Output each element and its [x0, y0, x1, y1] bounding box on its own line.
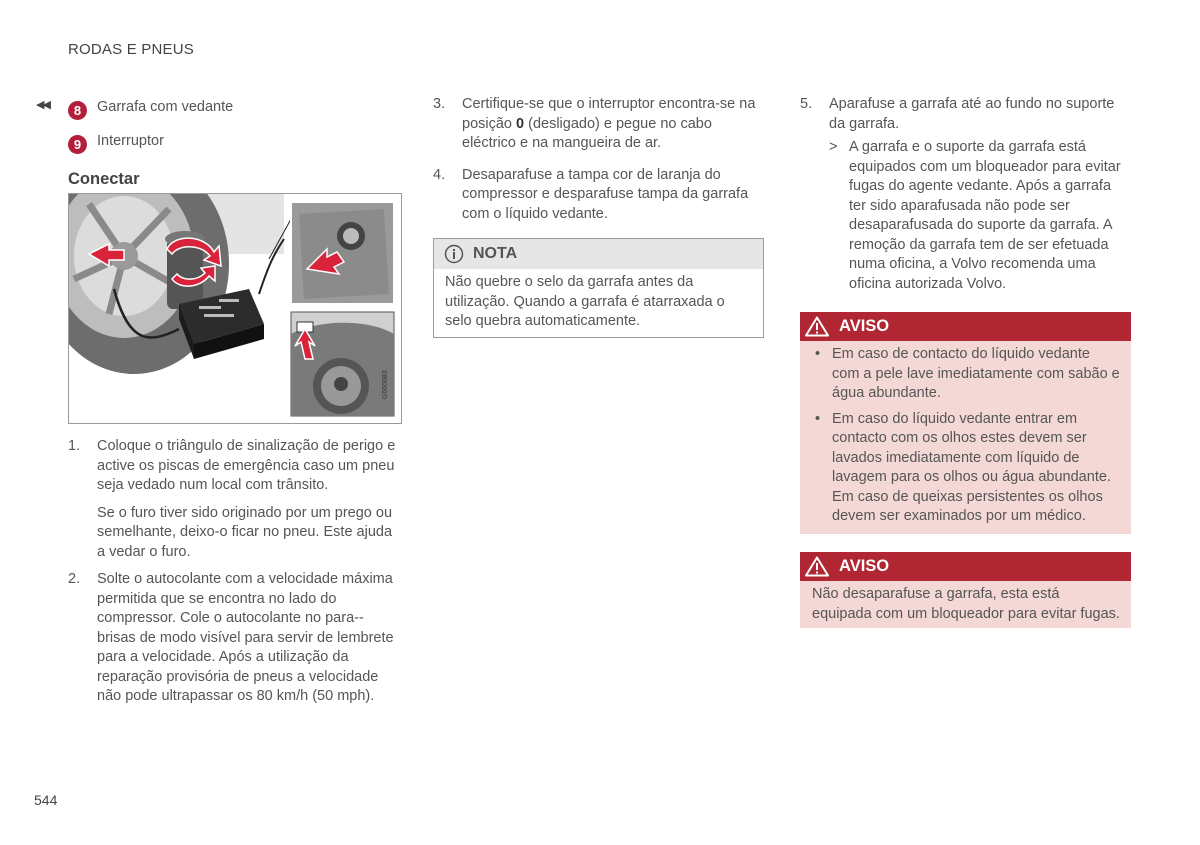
- step-number: 4.: [433, 166, 446, 183]
- warning-box-1: [800, 312, 1131, 534]
- step-text-a: Certifique-se que o interruptor encontra-se na posição: [462, 96, 756, 132]
- figure-code: G060683: [382, 370, 389, 399]
- warning-title: AVISO: [839, 316, 890, 335]
- legend-label: Interruptor: [97, 132, 164, 149]
- step-note: Se o furo tiver sido originado por um prego ou semelhante, deixo-o ficar no pneu. Este ajuda a vedar o furo.: [97, 504, 393, 560]
- warning-header: [800, 312, 1131, 341]
- warning-body: [800, 341, 1131, 541]
- warning-bullet-text: Em caso de contacto do líquido vedante com a pele lave imediatamente com sabão e água abundante.: [832, 346, 1120, 401]
- steps-column-2: [433, 95, 758, 232]
- result-arrow: >: [829, 139, 838, 155]
- steps-column-3: [800, 95, 1131, 302]
- warning-bullet: • Em caso de contacto do líquido vedante com a pele lave imediatamente com sabão e água abundante.: [815, 346, 1120, 401]
- legend-number: 9: [68, 135, 87, 154]
- subheading-conectar: Conectar: [68, 170, 140, 188]
- step-1: [68, 437, 400, 562]
- note-title: NOTA: [473, 245, 518, 263]
- warning-bullet-text: Em caso do líquido vedante entrar em contacto com os olhos estes devem ser lavados imediatamente com líquido de lavagem para os olhos ou água abundante. Em caso de queixas persistentes os olhos devem ser examinados por um médico.: [832, 410, 1111, 524]
- step-number: 2.: [68, 571, 81, 587]
- step-text-b: (desligado) e pegue no cabo eléctrico e na mangueira de ar.: [462, 115, 712, 151]
- step-number: 5.: [800, 96, 813, 112]
- section-title: RODAS E PNEUS: [68, 41, 194, 58]
- step-text: Desaparafuse a tampa cor de laranja do compressor e desparafuse tampa da garrafa com o líquido vedante.: [462, 166, 749, 222]
- step-number: 1.: [68, 438, 81, 454]
- step-5: [800, 95, 1131, 294]
- step-result: [829, 138, 1131, 294]
- step-text: Solte o autocolante com a velocidade máxima permitida que se encontra no lado do compressor. Cole o autocolante no para--brisas de modo visível para servir de lembrete para a velocidade. Após a utilização da reparação provisória de pneus a velocidade não pode ultrapassar os 80 km/h (50 mph).: [97, 571, 394, 704]
- legend-number: 8: [68, 101, 87, 120]
- step-2: [68, 570, 400, 707]
- warning-icon: [805, 556, 829, 577]
- info-icon: [444, 244, 464, 264]
- compressor-illustration: [68, 193, 402, 424]
- step-number: 3.: [433, 96, 446, 112]
- warning-box-2: [800, 552, 1131, 628]
- switch-position: 0: [516, 115, 525, 132]
- result-text: A garrafa e o suporte da garrafa está equipados com um bloqueador para evitar fugas do agente vedante. Após a garrafa ter sido aparafusada não pode ser desaparafusada do suporte da garrafa. A remoção da garrafa tem de ser efetuada numa oficina, a Volvo recomenda uma oficina autorizada Volvo.: [849, 139, 1121, 292]
- step-3: [433, 95, 758, 154]
- warning-icon: [805, 316, 829, 337]
- compressor-diagram: [69, 194, 401, 423]
- step-4: [433, 166, 758, 225]
- warning-header: [800, 552, 1131, 581]
- legend-item-8: [68, 95, 233, 120]
- page-number: 544: [34, 792, 58, 808]
- note-body: Não quebre o selo da garrafa antes da utilização. Quando a garrafa é atarraxada o selo quebra automaticamente.: [445, 274, 725, 329]
- step-text: Aparafuse a garrafa até ao fundo no suporte da garrafa.: [829, 96, 1115, 132]
- legend-item-9: [68, 129, 164, 154]
- warning-bullet: • Em caso do líquido vedante entrar em contacto com os olhos estes devem ser lavados imediatamente com líquido de lavagem para os olhos ou água abundante. Em caso de queixas persistentes os olhos devem ser examinados por um médico.: [815, 410, 1111, 524]
- warning-title: AVISO: [839, 556, 890, 575]
- legend-label: Garrafa com vedante: [97, 98, 234, 115]
- note-box: [433, 238, 764, 338]
- previous-page-icon[interactable]: ◀◀: [36, 99, 49, 111]
- note-header: [434, 239, 763, 269]
- warning-body: Não desaparafuse a garrafa, esta está equipada com um bloqueador para evitar fugas.: [812, 586, 1120, 622]
- steps-column-1: [68, 437, 400, 715]
- step-text: Coloque o triângulo de sinalização de perigo e active os piscas de emergência caso um pneu seja vedado num local com trânsito.: [97, 438, 396, 493]
